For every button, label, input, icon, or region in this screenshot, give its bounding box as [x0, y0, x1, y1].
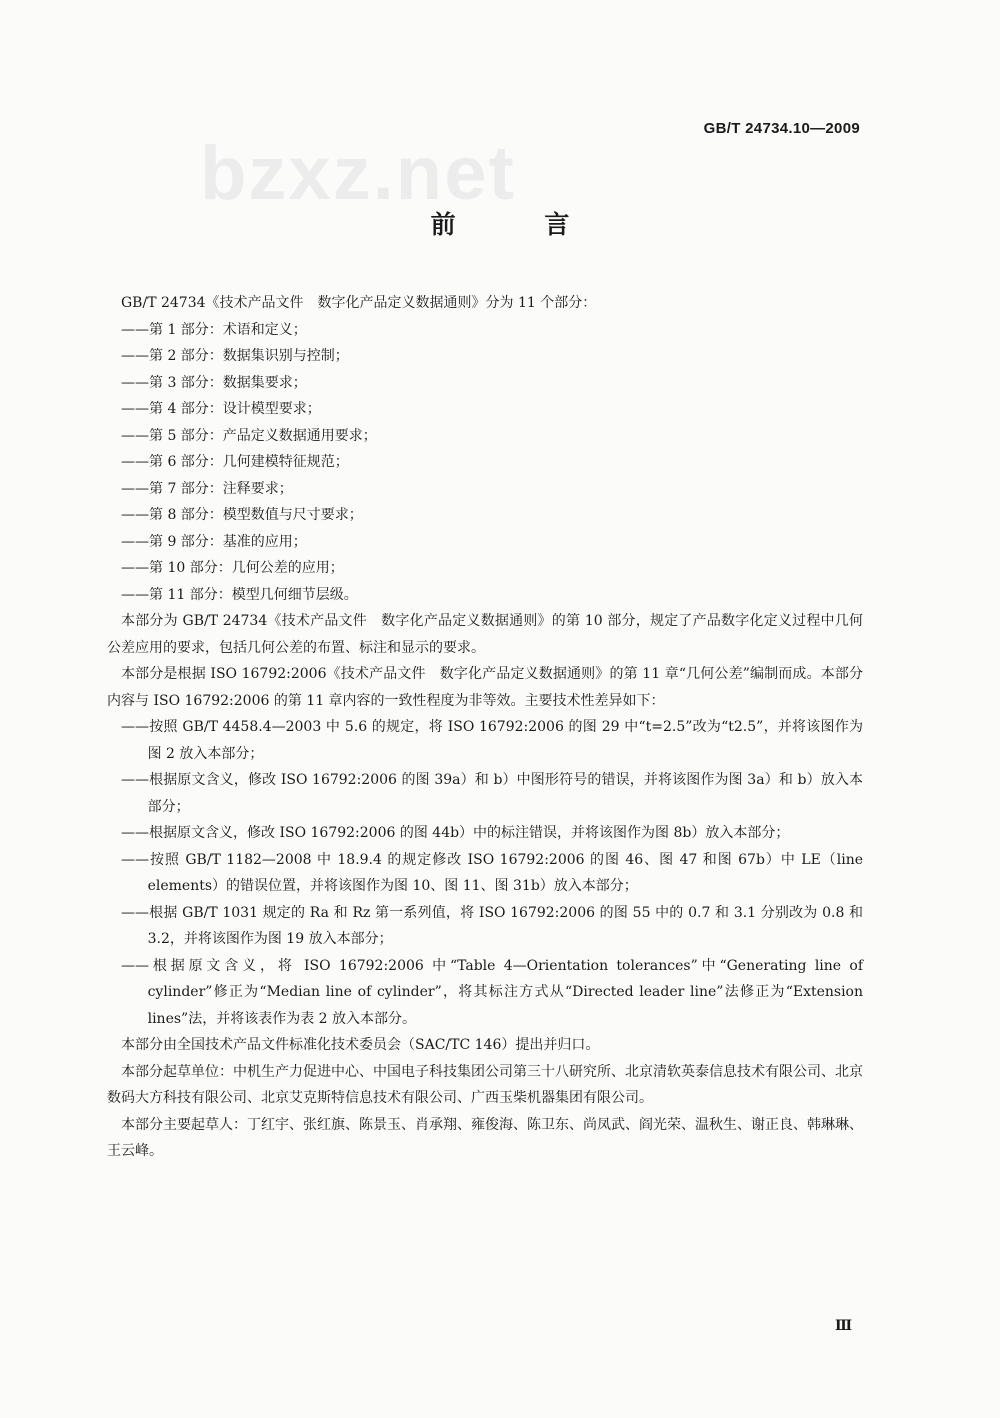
- part-item-8: ——第 8 部分：模型数值与尺寸要求；: [121, 507, 363, 523]
- part-item-11: ——第 11 部分：模型几何细节层级。: [121, 586, 358, 603]
- difference-item-4: ——按照 GB/T 1182—2008 中 18.9.4 的规定修改 ISO 16792:2006 的图 46、图 47 和图 67b）中 LE（line elements）的错误位置，并将该图作为图 10、图 11、图 31b）放入本部分；: [121, 851, 863, 894]
- standard-code: GB/T 24734.10—2009: [703, 120, 860, 137]
- part-item-5: ——第 5 部分：产品定义数据通用要求；: [121, 427, 377, 444]
- watermark-text: bzxz.net: [200, 131, 516, 216]
- difference-item-5: ——根据 GB/T 1031 规定的 Ra 和 Rz 第一系列值，将 ISO 16792:2006 的图 55 中的 0.7 和 3.1 分别改为 0.8 和 3.2，并将该图作为图 19 放入本部分；: [121, 904, 863, 947]
- basis-paragraph: 本部分是根据 ISO 16792:2006《技术产品文件 数字化产品定义数据通则》的第 11 章“几何公差”编制而成。本部分内容与 ISO 16792:2006 的第 11 章内容的一致性程度为非等效。主要技术性差异如下：: [107, 666, 863, 709]
- parts-list: [107, 317, 863, 609]
- document-body: [107, 290, 863, 1165]
- scope-paragraph: 本部分为 GB/T 24734《技术产品文件 数字化产品定义数据通则》的第 10 部分，规定了产品数字化定义过程中几何公差应用的要求，包括几何公差的布置、标注和显示的要求。: [107, 613, 863, 656]
- part-item-2: ——第 2 部分：数据集识别与控制；: [121, 348, 349, 364]
- difference-item-3: ——根据原文含义，修改 ISO 16792:2006 的图 44b）中的标注错误，并将该图作为图 8b）放入本部分；: [121, 825, 790, 841]
- part-item-6: ——第 6 部分：几何建模特征规范；: [121, 454, 349, 470]
- difference-item-1: ——按照 GB/T 4458.4—2003 中 5.6 的规定，将 ISO 16792:2006 的图 29 中“t=2.5”改为“t2.5”，并将该图作为图 2 放入本部分；: [121, 719, 863, 762]
- page-number: Ⅲ: [834, 1318, 852, 1334]
- drafters-paragraph: 本部分主要起草人：丁红宇、张红旗、陈景玉、肖承翔、雍俊海、陈卫东、尚凤武、阎光荣、温秋生、谢正良、韩琳琳、王云峰。: [107, 1116, 863, 1159]
- part-item-10: ——第 10 部分：几何公差的应用；: [121, 560, 344, 576]
- differences-list: [107, 714, 863, 1032]
- drafting-units-paragraph: 本部分起草单位：中机生产力促进中心、中国电子科技集团公司第三十八研究所、北京清软英泰信息技术有限公司、北京数码大方科技有限公司、北京艾克斯特信息技术有限公司、广西玉柴机器集团有限公司。: [107, 1063, 863, 1106]
- part-item-7: ——第 7 部分：注释要求；: [121, 480, 293, 497]
- part-item-3: ——第 3 部分：数据集要求；: [121, 374, 307, 391]
- committee-paragraph: 本部分由全国技术产品文件标准化技术委员会（SAC/TC 146）提出并归口。: [121, 1037, 600, 1053]
- page-title: 前 言: [430, 210, 610, 239]
- difference-item-2: ——根据原文含义，修改 ISO 16792:2006 的图 39a）和 b）中图形符号的错误，并将该图作为图 3a）和 b）放入本部分；: [121, 772, 863, 815]
- part-item-1: ——第 1 部分：术语和定义；: [121, 321, 307, 338]
- intro-paragraph: GB/T 24734《技术产品文件 数字化产品定义数据通则》分为 11 个部分：: [121, 295, 597, 311]
- part-item-4: ——第 4 部分：设计模型要求；: [121, 401, 321, 417]
- part-item-9: ——第 9 部分：基准的应用；: [121, 533, 307, 550]
- difference-item-6: ——根据原文含义，将 ISO 16792:2006 中“Table 4—Orientation tolerances”中“Generating line of cylinder”修正为“Median line of cylinder”，将其标注方式从“Directed leader line”法修正为“Extension lines”法，并将该表作为表 2 放入本部分。: [121, 957, 863, 1027]
